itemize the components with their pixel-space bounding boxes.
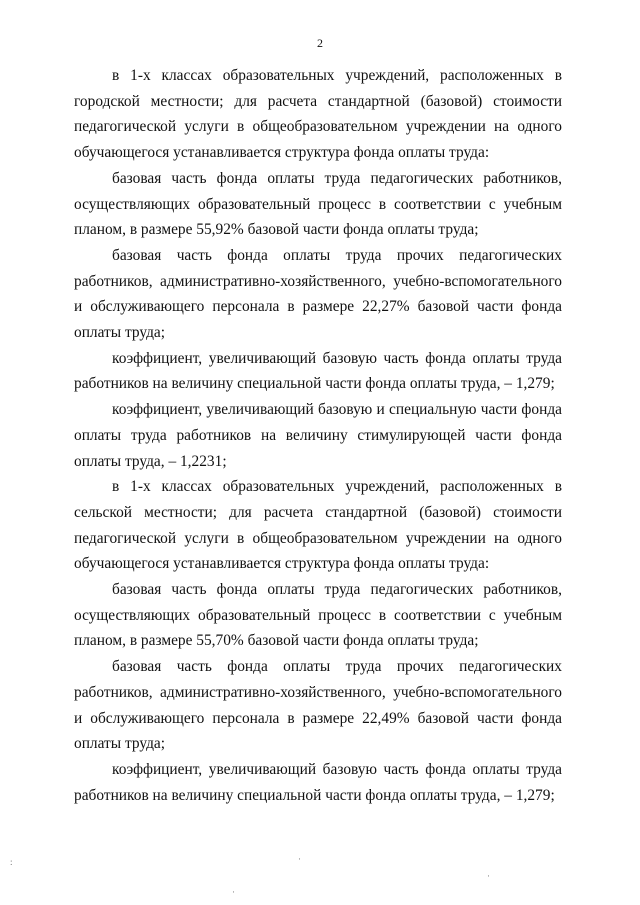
- scan-speck: :: [10, 857, 13, 867]
- paragraph-rural-intro: в 1-х классах образовательных учреждений, расположенных в сельской местности; для расчета стандартной (базовой) стоимости педагогической услуги в общеобразовательном учреждении на одного обучающегося устанавливается структура фонда оплаты труда:: [74, 478, 562, 573]
- scan-speck: ·: [232, 887, 235, 897]
- paragraph-urban-other-staff-share: базовая часть фонда оплаты труда прочих педагогических работников, административно-хозяйственного, учебно-вспомогательного и обслуживающего персонала в размере 22,27% базовой части фонда оплаты труда;: [74, 246, 562, 342]
- scan-speck: ·: [298, 854, 301, 864]
- paragraph-rural-other-staff-share: базовая часть фонда оплаты труда прочих педагогических работников, административно-хозяйственного, учебно-вспомогательного и обслуживающего персонала в размере 22,49% базовой части фонда оплаты труда;: [74, 658, 562, 753]
- page-number: 2: [317, 36, 323, 50]
- paragraph-urban-incentive-coefficient: коэффициент, увеличивающий базовую и специальную части фонда оплаты труда работников на величину стимулирующей части фонда оплаты труда, – 1,2231;: [74, 401, 562, 470]
- scan-speck: ·: [487, 871, 490, 881]
- paragraph-urban-intro: в 1-х классах образовательных учреждений, расположенных в городской местности; для расчета стандартной (базовой) стоимости педагогической услуги в общеобразовательном учреждении на одного обучающегося устанавливается структура фонда оплаты труда:: [74, 67, 562, 162]
- paragraph-urban-teachers-share: базовая часть фонда оплаты труда педагогических работников, осуществляющих образовательный процесс в соответствии с учебным планом, в размере 55,92% базовой части фонда оплаты труда;: [74, 169, 562, 239]
- paragraph-rural-special-coefficient: коэффициент, увеличивающий базовую часть фонда оплаты труда работников на величину специальной части фонда оплаты труда, – 1,279;: [74, 760, 562, 804]
- paragraph-urban-special-coefficient: коэффициент, увеличивающий базовую часть фонда оплаты труда работников на величину специальной части фонда оплаты труда, – 1,279;: [74, 349, 562, 393]
- paragraph-rural-teachers-share: базовая часть фонда оплаты труда педагогических работников, осуществляющих образовательный процесс в соответствии с учебным планом, в размере 55,70% базовой части фонда оплаты труда;: [74, 581, 562, 650]
- document-body: [74, 63, 562, 808]
